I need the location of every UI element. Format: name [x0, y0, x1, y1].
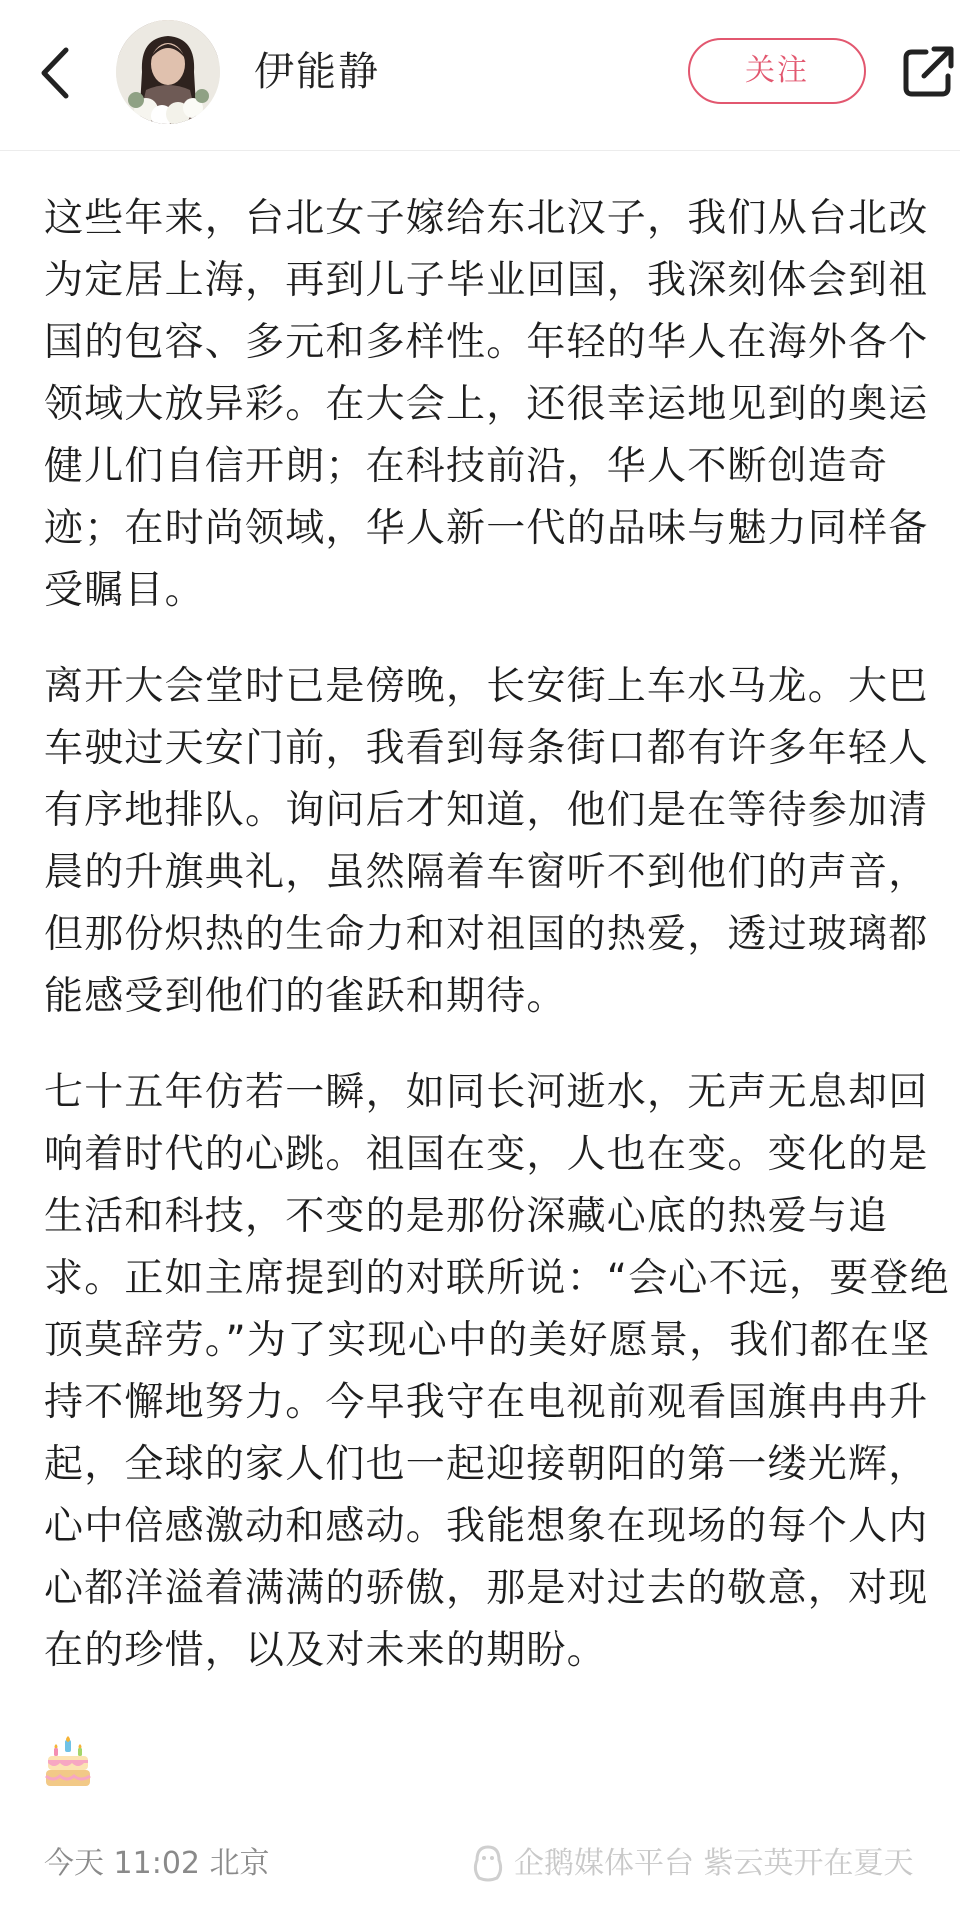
avatar-image [116, 20, 220, 124]
penguin-logo-icon [470, 1844, 506, 1884]
chevron-left-icon [30, 38, 90, 108]
username[interactable]: 伊能静 [254, 49, 380, 95]
post-body [44, 188, 950, 1716]
follow-button[interactable]: 关注 [688, 38, 866, 104]
share-button[interactable] [900, 44, 960, 104]
share-icon [900, 44, 956, 100]
watermark-text: 企鹅媒体平台 紫云英开在夏天 [514, 1846, 914, 1881]
post-meta: 今天 11:02 北京 [44, 1846, 270, 1881]
watermark [470, 1842, 960, 1886]
birthday-cake-icon [44, 1736, 92, 1788]
top-bar [0, 0, 960, 151]
post-paragraph: 七十五年仿若一瞬，如同长河逝水，无声无息却回响着时代的心跳。祖国在变，人也在变。变化的是生活和科技，不变的是那份深藏心底的热爱与追求。正如主席提到的对联所说：“会心不远，要登绝顶莫辞劳。”为了实现心中的美好愿景，我们都在坚持不懈地努力。今早我守在电视前观看国旗冉冉升起，全球的家人们也一起迎接朝阳的第一缕光辉，心中倍感激动和感动。我能想象在现场的每个人内心都洋溢着满满的骄傲，那是对过去的敬意，对现在的珍惜，以及对未来的期盼。 [44, 1070, 950, 1673]
avatar[interactable] [116, 20, 220, 124]
emoji [44, 1736, 92, 1788]
post-paragraph: 离开大会堂时已是傍晚，长安街上车水马龙。大巴车驶过天安门前，我看到每条街口都有许多年轻人有序地排队。询问后才知道，他们是在等待参加清晨的升旗典礼，虽然隔着车窗听不到他们的声音，但那份炽热的生命力和对祖国的热爱，透过玻璃都能感受到他们的雀跃和期待。 [44, 664, 929, 1019]
post-paragraph: 这些年来，台北女子嫁给东北汉子，我们从台北改为定居上海，再到儿子毕业回国，我深刻体会到祖国的包容、多元和多样性。年轻的华人在海外各个领域大放异彩。在大会上，还很幸运地见到的奥运健儿们自信开朗；在科技前沿，华人不断创造奇迹；在时尚领域，华人新一代的品味与魅力同样备受瞩目。 [44, 196, 929, 613]
back-button[interactable] [30, 38, 90, 108]
